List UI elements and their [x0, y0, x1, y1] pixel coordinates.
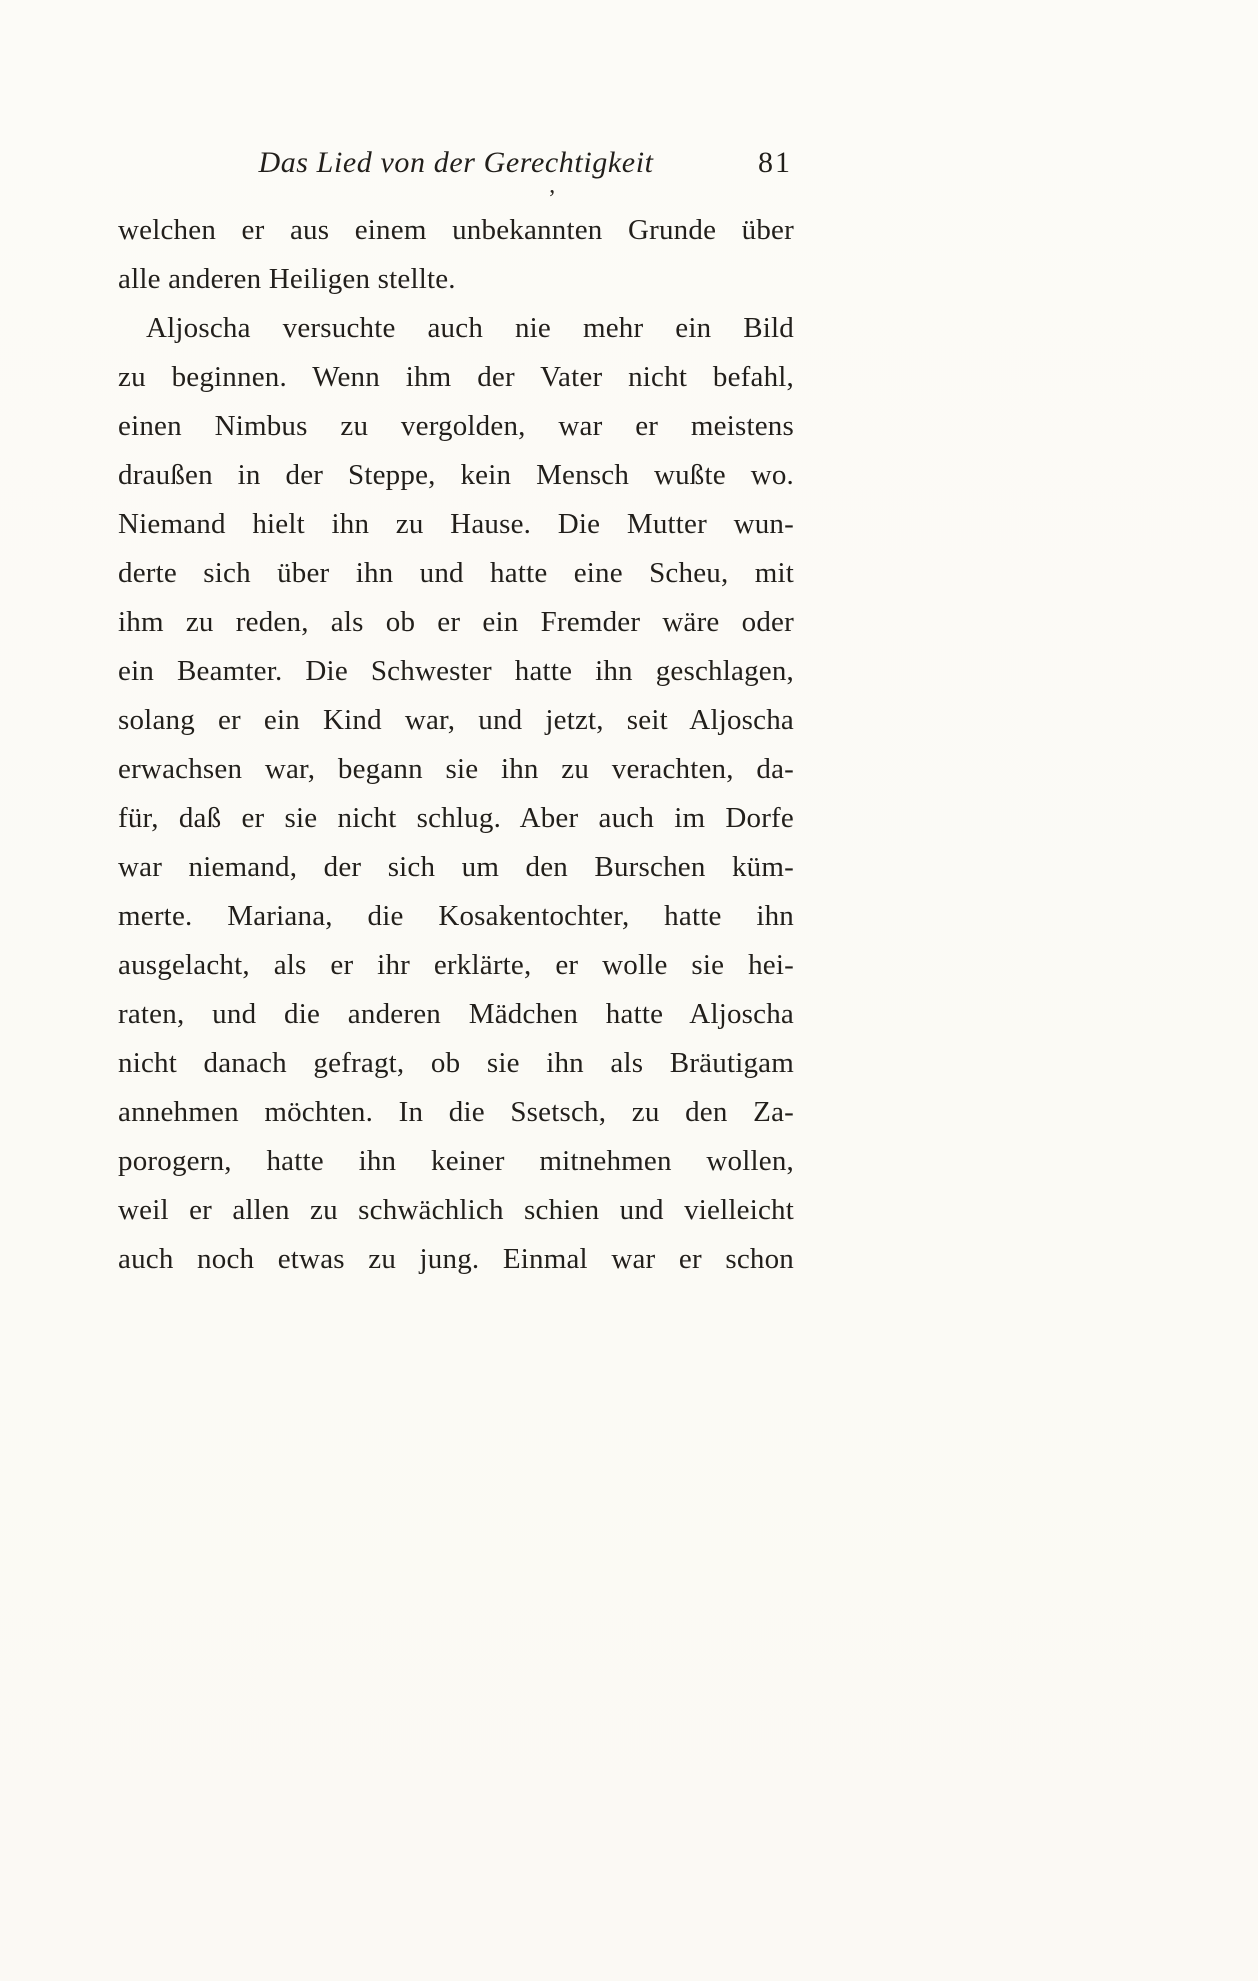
- text-line: solang er ein Kind war, und jetzt, seit Aljoscha: [118, 704, 794, 736]
- text-line: erwachsen war, begann sie ihn zu verachten, da-: [118, 753, 794, 785]
- text-line: weil er allen zu schwächlich schien und vielleicht: [118, 1194, 794, 1226]
- text-line: nicht danach gefragt, ob sie ihn als Bräutigam: [118, 1047, 794, 1079]
- text-line: auch noch etwas zu jung. Einmal war er schon: [118, 1243, 794, 1275]
- text-line: Aljoscha versuchte auch nie mehr ein Bild: [146, 312, 794, 344]
- text-line: Niemand hielt ihn zu Hause. Die Mutter wun-: [118, 508, 794, 540]
- page-number: 81: [758, 146, 792, 179]
- text-column: [118, 142, 794, 1284]
- text-line: raten, und die anderen Mädchen hatte Aljoscha: [118, 998, 794, 1030]
- body-text: [118, 206, 794, 1284]
- text-line: ihm zu reden, als ob er ein Fremder wäre oder: [118, 606, 794, 638]
- text-line: einen Nimbus zu vergolden, war er meistens: [118, 410, 794, 442]
- text-line: annehmen möchten. In die Ssetsch, zu den Za-: [118, 1096, 794, 1128]
- text-line: draußen in der Steppe, kein Mensch wußte wo.: [118, 459, 794, 491]
- running-header-title: Das Lied von der Gerechtigkeit: [258, 146, 654, 179]
- text-line: merte. Mariana, die Kosakentochter, hatte ihn: [118, 900, 794, 932]
- text-line: war niemand, der sich um den Burschen küm-: [118, 851, 794, 883]
- text-line: ausgelacht, als er ihr erklärte, er wolle sie hei-: [118, 949, 794, 981]
- text-line: porogern, hatte ihn keiner mitnehmen wollen,: [118, 1145, 794, 1177]
- text-line: zu beginnen. Wenn ihm der Vater nicht befahl,: [118, 361, 794, 393]
- text-line: derte sich über ihn und hatte eine Scheu, mit: [118, 557, 794, 589]
- text-line: ein Beamter. Die Schwester hatte ihn geschlagen,: [118, 655, 794, 687]
- text-line: welchen er aus einem unbekannten Grunde über: [118, 214, 794, 246]
- scan-artifact-mark: ’: [548, 186, 556, 212]
- text-line: für, daß er sie nicht schlug. Aber auch im Dorfe: [118, 802, 794, 834]
- text-line: alle anderen Heiligen stellte.: [118, 263, 456, 295]
- running-header: [118, 142, 794, 184]
